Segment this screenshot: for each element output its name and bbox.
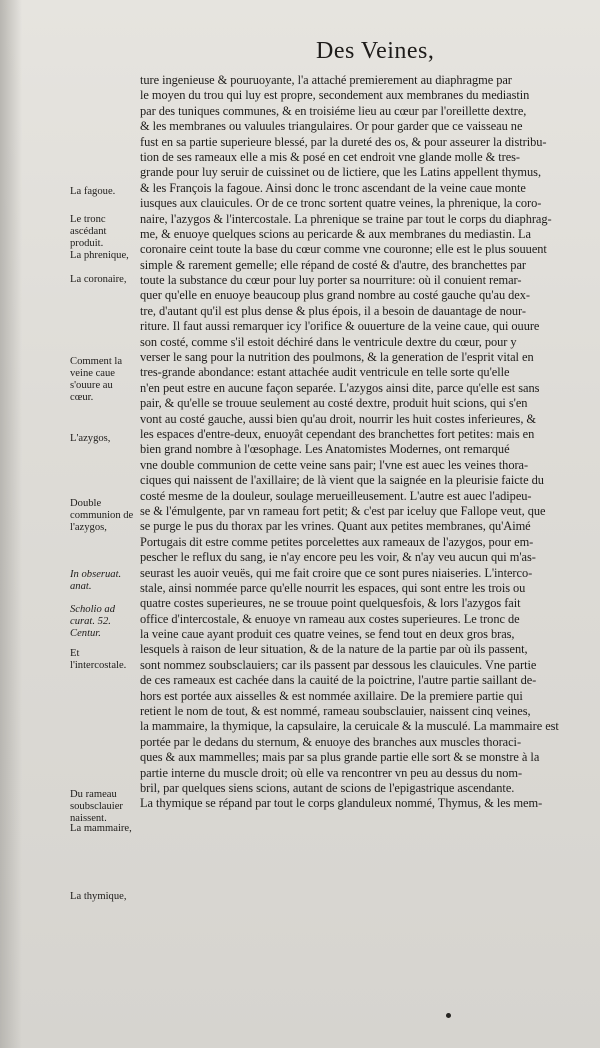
ink-speck (446, 1013, 451, 1018)
main-text-column (140, 73, 598, 812)
text-line: lesquels à raison de leur situation, & de la nature de la partie par où ils passent, (140, 642, 528, 657)
margin-note-coronaire: La coronaire, (70, 274, 127, 285)
margin-note-tronc-ascendant: Le tronc ascédant produit. (70, 214, 107, 249)
text-line: portée par le dedans du sternum, & enuoye des branches aux muscles thoraci- (140, 734, 522, 749)
margin-note-double-communion: Double communion de l'azygos, (70, 498, 134, 533)
text-line: seurast les auoir veuës, qui me fait croire que ce sont pures niaiseries. L'interco- (140, 565, 533, 580)
text-line: se & l'émulgente, par vn rameau fort petit; & c'est par iceluy que Fallope veut, que (140, 503, 546, 518)
text-line: vne double communion de cette veine sans pair; l'vne est auec les veines thora- (140, 457, 529, 472)
text-line: naire, l'azygos & l'intercostale. La phrenique se traine par tout le corps du diaphrag- (140, 211, 552, 226)
text-line: quer qu'elle en enuoye beaucoup plus grand nombre au costé gauche qu'au dex- (140, 288, 530, 303)
margin-note-mammaire: La mammaire, (70, 823, 132, 834)
text-line: se purge le pus du thorax par les vrines. Quant aux petites membranes, qu'Aimé (140, 519, 531, 534)
text-line: par des tuniques communes, & en troisiéme lieu au cœur par l'oreillette dextre, (140, 103, 527, 118)
text-line: le moyen du trou qui luy est propre, secondement aux membranes du mediastin (140, 88, 530, 103)
text-line: stale, ainsi nommée parce qu'elle nourrit les espaces, qui sont entre les trois ou (140, 580, 526, 595)
text-line: & les membranes ou valuules triangulaires. Or pour garder que ce vaisseau ne (140, 119, 523, 134)
text-line: iusques aux clauicules. Or de ce tronc sortent quatre veines, la phrenique, la coro- (140, 196, 542, 211)
text-line: ciques qui naissent de l'axillaire; de là vient que la saignée en la pleurisie faicte du (140, 473, 544, 488)
text-line: toute la substance du cœur pour luy porter sa nourriture: où il conuient remar- (140, 273, 522, 288)
text-line: bril, par quelques siens scions, autant de scions de l'epigastrique ascendante. (140, 780, 515, 795)
text-line: tion de ses rameaux elle a mis & posé en cet endroit vne glande molle & tres- (140, 149, 520, 164)
text-line: bien grand nombre à l'œsophage. Les Anatomistes Modernes, ont remarqué (140, 442, 510, 457)
text-line: fust en sa partie superieure blessé, par la dureté des os, & pour asseurer la distribu- (140, 134, 547, 149)
margin-note-fagoue: La fagoue. (70, 186, 116, 197)
text-line: hors est portée aux aisselles & est nommée axillaire. De la premiere partie qui (140, 688, 523, 703)
text-line: retient le nom de tout, & est nommé, rameau soubsclauier, naissent cinq veines, (140, 704, 531, 719)
text-line: simple & rarement gemelle; elle répand de costé & d'autre, des branchettes par (140, 257, 526, 272)
margin-note-azygos: L'azygos, (70, 433, 111, 444)
text-line: quatre costes superieures, ne se trouue point quelquesfois, & lors l'azygos fait (140, 596, 521, 611)
margin-note-scholio: Scholio ad curat. 52. Centur. (70, 604, 116, 639)
text-line: Portugais dit estre comme petites porcelettes aux rameaux de l'azygos, pour em- (140, 534, 534, 549)
text-line: de ces rameaux est cachée dans la cauité de la poictrine, l'autre partie saillant de- (140, 673, 537, 688)
text-line: pair, & qu'elle se trouue seulement au costé dextre, produit huit scions, qui s'en (140, 396, 528, 411)
text-line: sont nommez soubsclauiers; car ils passent par dessous les clauicules. Vne partie (140, 657, 537, 672)
margin-note-intercostale: Et l'intercostale. (70, 648, 127, 671)
text-line: la veine caue ayant produit ces quatre veines, se fend tout en deux gros bras, (140, 627, 515, 642)
text-line: partie interne du muscle droit; où elle va rencontrer vn peu au dessus du nom- (140, 765, 523, 780)
text-line: & les François la fagoue. Ainsi donc le tronc ascendant de la veine caue monte (140, 180, 526, 195)
text-line: ques & aux mammelles; mais par sa plus grande partie elle sort & se monstre à la (140, 750, 540, 765)
text-line: tres-grande abondance: estant attachée audit ventricule en telle sorte qu'elle (140, 365, 510, 380)
text-line: costé mesme de la douleur, soulage merueilleusement. L'autre est auec l'adipeu- (140, 488, 532, 503)
margin-note-veine-caue: Comment la veine caue s'ouure au cœur. (70, 356, 123, 403)
text-line: grande pour luy seruir de cuissinet ou de lictiere, que les Latins appellent thymus, (140, 165, 541, 180)
text-line: pescher le reflux du sang, ie n'ay encore peu les voir, & n'ay veu aucun qui m'as- (140, 550, 536, 565)
margin-note-phrenique: La phrenique, (70, 250, 129, 261)
text-line: office d'intercostale, & enuoye vn rameau aux costes superieures. Le tronc de (140, 611, 520, 626)
text-line: la mammaire, la thymique, la capsulaire, la ceruicale & la musculé. La mammaire est (140, 719, 559, 734)
margin-note-thymique: La thymique, (70, 891, 127, 902)
text-line: les espaces d'entre-deux, enuoyât cependant des branchettes fort petites: mais en (140, 426, 535, 441)
text-line: coronaire ceint toute la base du cœur comme vne couronne; elle est le plus souuent (140, 242, 547, 257)
margin-note-observat-anat: In obseruat. anat. (70, 569, 122, 592)
text-line: me, & enuoye quelques scions au pericarde & aux membranes du mediastin. La (140, 226, 532, 241)
margin-note-rameau-soubsclauier: Du rameau soubsclauier naissent. (70, 789, 123, 824)
text-line: son costé, comme s'il estoit déchiré dans le ventricule dextre du cœur, pour y (140, 334, 517, 349)
text-line: tre, d'autant qu'il est plus dense & plus épois, il a besoin de dauantage de nour- (140, 303, 526, 318)
running-head: Des Veines, (316, 38, 435, 64)
text-line: n'en peut estre en aucune façon separée. L'azygos ainsi dite, parce qu'elle est sans (140, 380, 540, 395)
text-line: vont au costé gauche, aussi bien qu'au droit, nourrir les huit costes inferieures, & (140, 411, 537, 426)
text-line: riture. Il faut aussi remarquer icy l'orifice & ouuerture de la veine caue, qui ouure (140, 319, 540, 334)
text-line: ture ingenieuse & pouruoyante, l'a attaché premierement au diaphragme par (140, 73, 512, 87)
text-line: La thymique se répand par tout le corps glanduleux nommé, Thymus, & les mem- (140, 796, 543, 811)
text-line: verser le sang pour la nutrition des poulmons, & la generation de l'esprit vital en (140, 350, 534, 365)
